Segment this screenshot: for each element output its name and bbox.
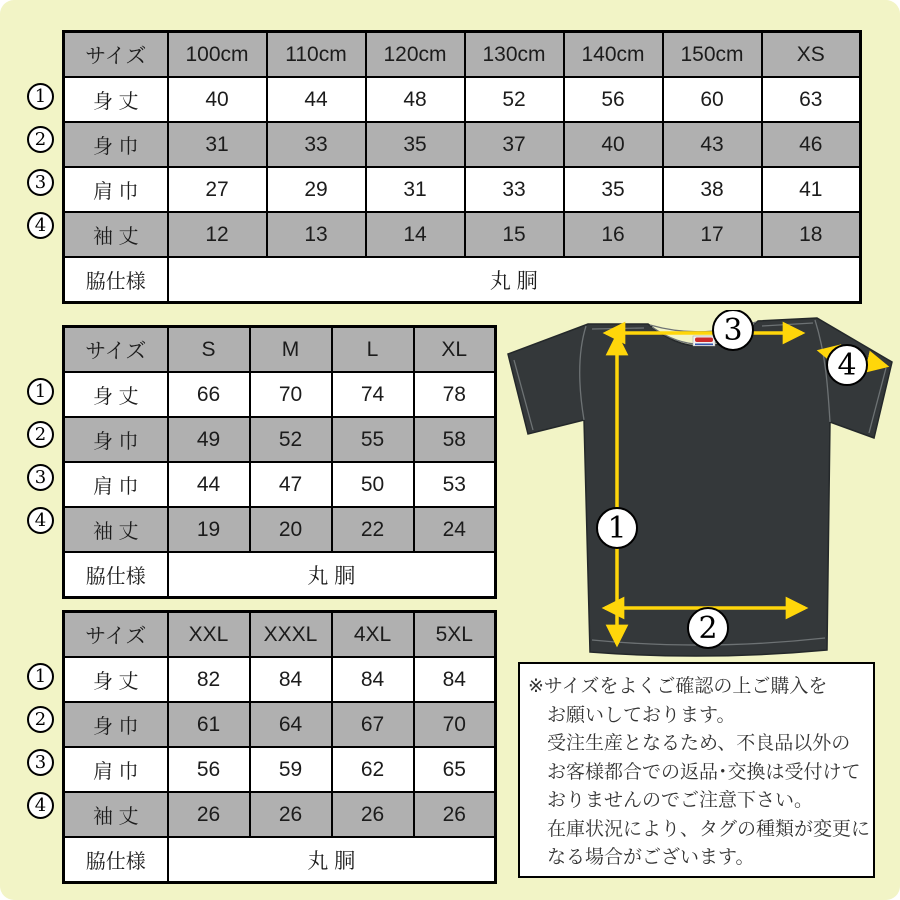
measurement-cell: 33: [465, 167, 564, 212]
measurement-cell: 44: [267, 77, 366, 122]
measurement-row: [64, 372, 496, 417]
row-label: 袖 丈: [64, 792, 168, 837]
column-header: 110cm: [267, 32, 366, 78]
measurement-cell: 58: [414, 417, 496, 462]
measurement-cell: 50: [332, 462, 414, 507]
measurement-cell: 13: [267, 212, 366, 257]
measurement-cell: 62: [332, 747, 414, 792]
row-label: 身 巾: [64, 702, 168, 747]
header-row: [64, 32, 861, 78]
notice-line: おりませんのでご注意下さい。: [547, 790, 814, 811]
measurement-cell: 29: [267, 167, 366, 212]
notice-line: お願いしております。: [547, 704, 736, 726]
row-number-badge: 2: [27, 126, 54, 153]
notice-line: 受注生産となるため、不良品以外の: [547, 733, 851, 754]
header-row: [64, 612, 496, 658]
row-label: 身 巾: [64, 417, 168, 462]
measurement-cell: 48: [366, 77, 465, 122]
measurement-cell: 31: [168, 122, 267, 167]
row-number-badge: 2: [27, 421, 54, 448]
column-header: 120cm: [366, 32, 465, 78]
measurement-cell: 19: [168, 507, 250, 552]
column-header: 130cm: [465, 32, 564, 78]
measurement-row: [64, 702, 496, 747]
column-header: 140cm: [564, 32, 663, 78]
merged-footer-cell: 丸 胴: [168, 257, 861, 303]
measurement-cell: 84: [414, 657, 496, 702]
collar-brand-tag: [693, 336, 715, 346]
body-length-label: 1: [607, 511, 627, 546]
row-label: 身 丈: [64, 372, 168, 417]
column-header: サイズ: [64, 327, 168, 373]
measurement-cell: 27: [168, 167, 267, 212]
measurement-cell: 26: [414, 792, 496, 837]
measurement-cell: 24: [414, 507, 496, 552]
column-header: サイズ: [64, 32, 168, 78]
footer-row: [64, 837, 496, 883]
measurement-cell: 65: [414, 747, 496, 792]
body-width-label: 2: [698, 611, 718, 646]
column-header: 150cm: [663, 32, 762, 78]
measurement-cell: 49: [168, 417, 250, 462]
measurement-cell: 78: [414, 372, 496, 417]
column-header: サイズ: [64, 612, 168, 658]
row-number-badge: 1: [27, 83, 54, 110]
measurement-cell: 70: [250, 372, 332, 417]
measurement-cell: 46: [762, 122, 861, 167]
measurement-cell: 84: [250, 657, 332, 702]
measurement-cell: 26: [332, 792, 414, 837]
row-number-badge: 4: [27, 792, 54, 819]
measurement-cell: 43: [663, 122, 762, 167]
measurement-cell: 16: [564, 212, 663, 257]
measurement-cell: 74: [332, 372, 414, 417]
merged-footer-cell: 丸 胴: [168, 552, 496, 598]
row-label: 肩 巾: [64, 747, 168, 792]
measurement-cell: 33: [267, 122, 366, 167]
measurement-cell: 15: [465, 212, 564, 257]
row-number-badge: 3: [27, 169, 54, 196]
footer-row: [64, 552, 496, 598]
measurement-cell: 44: [168, 462, 250, 507]
row-number-column: [27, 30, 54, 260]
measurement-cell: 40: [564, 122, 663, 167]
measurement-row: [64, 167, 861, 212]
measurement-row: [64, 657, 496, 702]
notice-line: なる場合がございます。: [547, 847, 755, 868]
measurement-row: [64, 212, 861, 257]
measurement-cell: 63: [762, 77, 861, 122]
row-number-badge: 3: [27, 464, 54, 491]
purchase-notice-box: [518, 662, 875, 878]
measurement-cell: 12: [168, 212, 267, 257]
row-label: 脇仕様: [64, 837, 168, 883]
measurement-cell: 17: [663, 212, 762, 257]
measurement-cell: 22: [332, 507, 414, 552]
notice-line: お客様都合での返品･交換は受付けて: [547, 761, 861, 783]
measurement-row: [64, 507, 496, 552]
row-number-badge: 1: [27, 663, 54, 690]
size-table-adult: [62, 325, 497, 599]
measurement-cell: 38: [663, 167, 762, 212]
column-header: XL: [414, 327, 496, 373]
row-number-badge: 3: [27, 749, 54, 776]
measurement-cell: 47: [250, 462, 332, 507]
measurement-cell: 18: [762, 212, 861, 257]
measurement-cell: 41: [762, 167, 861, 212]
measurement-cell: 35: [564, 167, 663, 212]
measurement-cell: 52: [250, 417, 332, 462]
measurement-cell: 52: [465, 77, 564, 122]
measurement-cell: 37: [465, 122, 564, 167]
row-label: 袖 丈: [64, 507, 168, 552]
measurement-cell: 55: [332, 417, 414, 462]
row-label: 身 巾: [64, 122, 168, 167]
column-header: XS: [762, 32, 861, 78]
size-table-kids: [62, 30, 862, 304]
measurement-cell: 53: [414, 462, 496, 507]
merged-footer-cell: 丸 胴: [168, 837, 496, 883]
column-header: XXL: [168, 612, 250, 658]
header-row: [64, 327, 496, 373]
notice-line: 在庫状況により、タグの種類が変更に: [547, 818, 871, 840]
measurement-cell: 70: [414, 702, 496, 747]
measurement-cell: 66: [168, 372, 250, 417]
measurement-row: [64, 792, 496, 837]
row-label: 肩 巾: [64, 167, 168, 212]
measurement-cell: 56: [168, 747, 250, 792]
measurement-cell: 40: [168, 77, 267, 122]
row-label: 脇仕様: [64, 257, 168, 303]
measurement-cell: 14: [366, 212, 465, 257]
column-header: 100cm: [168, 32, 267, 78]
column-header: 5XL: [414, 612, 496, 658]
measurement-cell: 26: [250, 792, 332, 837]
row-number-badge: 2: [27, 706, 54, 733]
measurement-cell: 61: [168, 702, 250, 747]
row-number-badge: 1: [27, 378, 54, 405]
measurement-cell: 67: [332, 702, 414, 747]
notice-line: ※サイズをよくご確認の上ご購入を: [528, 676, 828, 697]
row-number-badge: 4: [27, 212, 54, 239]
measurement-row: [64, 77, 861, 122]
measurement-row: [64, 462, 496, 507]
row-number-column: [27, 610, 54, 840]
measurement-cell: 60: [663, 77, 762, 122]
measurement-row: [64, 747, 496, 792]
shoulder-width-label: 3: [723, 313, 743, 348]
row-label: 身 丈: [64, 657, 168, 702]
measurement-cell: 56: [564, 77, 663, 122]
row-label: 脇仕様: [64, 552, 168, 598]
measurement-row: [64, 417, 496, 462]
measurement-cell: 64: [250, 702, 332, 747]
row-label: 身 丈: [64, 77, 168, 122]
tshirt-measurement-diagram: [500, 310, 900, 660]
column-header: 4XL: [332, 612, 414, 658]
column-header: S: [168, 327, 250, 373]
measurement-cell: 26: [168, 792, 250, 837]
size-table-big: [62, 610, 497, 884]
row-label: 袖 丈: [64, 212, 168, 257]
sleeve-length-label: 4: [837, 348, 857, 383]
column-header: XXXL: [250, 612, 332, 658]
measurement-cell: 20: [250, 507, 332, 552]
footer-row: [64, 257, 861, 303]
measurement-cell: 82: [168, 657, 250, 702]
measurement-cell: 84: [332, 657, 414, 702]
row-number-badge: 4: [27, 507, 54, 534]
column-header: M: [250, 327, 332, 373]
column-header: L: [332, 327, 414, 373]
measurement-cell: 59: [250, 747, 332, 792]
row-number-column: [27, 325, 54, 555]
measurement-cell: 31: [366, 167, 465, 212]
measurement-cell: 35: [366, 122, 465, 167]
measurement-row: [64, 122, 861, 167]
row-label: 肩 巾: [64, 462, 168, 507]
